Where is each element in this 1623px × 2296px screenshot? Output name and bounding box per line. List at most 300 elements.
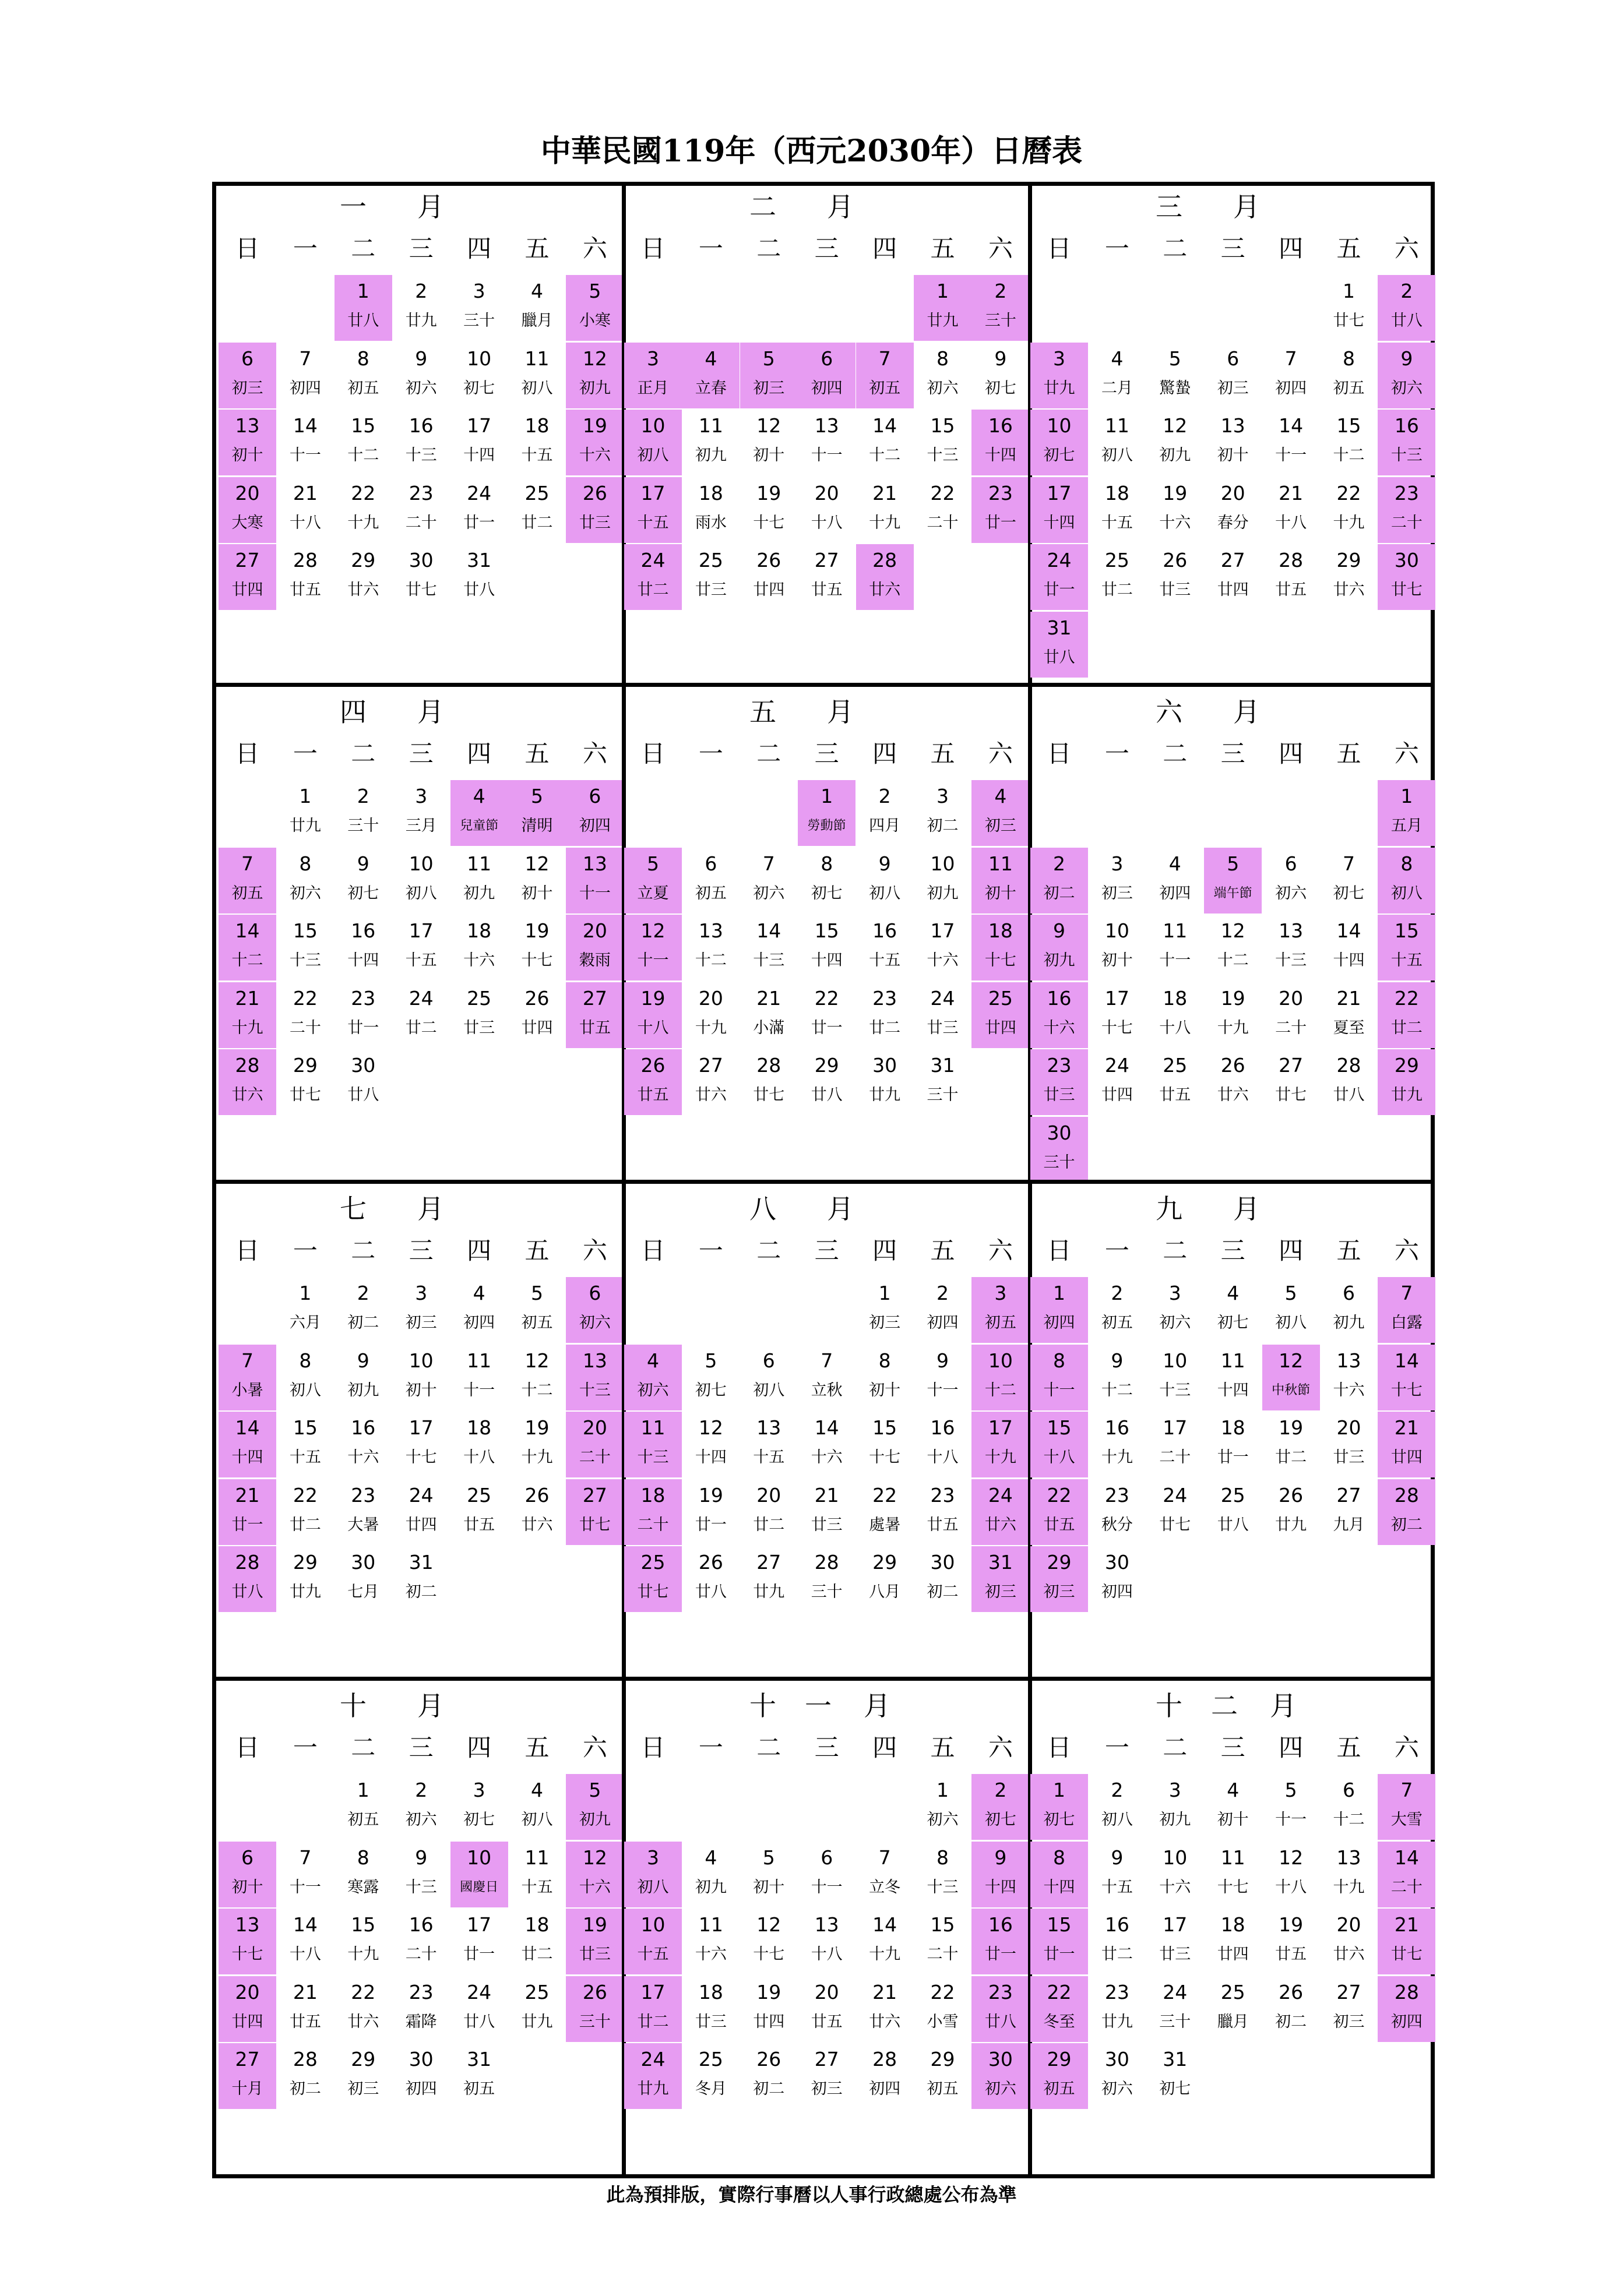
lunar-date: 立春	[695, 379, 727, 397]
lunar-date: 臘月	[1217, 2012, 1249, 2031]
day-number: 26	[1163, 549, 1188, 572]
day-cell	[682, 1976, 740, 2042]
day-cell	[1146, 1909, 1204, 1974]
lunar-date: 穀雨	[579, 951, 611, 969]
lunar-date: 初七	[1159, 2080, 1191, 2098]
lunar-date: 初四	[1159, 884, 1191, 902]
weekday-header: 六	[1394, 234, 1419, 263]
day-number: 2	[1400, 280, 1413, 302]
lunar-date: 廿一	[1043, 1945, 1075, 1963]
day-cell	[392, 1774, 450, 1840]
day-number: 17	[467, 414, 492, 437]
weekday-header: 五	[1336, 1733, 1361, 1762]
day-cell	[971, 1842, 1029, 1907]
day-cell	[1204, 1842, 1262, 1907]
lunar-date: 十六	[1159, 1878, 1191, 1896]
day-number: 25	[988, 986, 1013, 1010]
weekday-header: 四	[872, 1236, 897, 1265]
day-number: 14	[814, 1416, 839, 1439]
lunar-date: 廿九	[289, 817, 321, 835]
lunar-date: 十四	[1217, 1381, 1249, 1399]
lunar-date: 初六	[289, 884, 321, 902]
day-number: 13	[235, 414, 260, 437]
day-cell	[566, 1774, 624, 1840]
lunar-date: 十六	[927, 951, 959, 969]
lunar-date: 十七	[869, 1448, 901, 1466]
lunar-date: 十三	[1159, 1381, 1191, 1399]
day-number: 18	[1163, 986, 1188, 1010]
lunar-date: 初八	[1101, 446, 1133, 464]
day-number: 3	[415, 785, 428, 807]
month-title-char: 十	[1156, 1690, 1182, 1722]
month-10	[216, 1677, 622, 2174]
lunar-date: 廿九	[1043, 379, 1075, 397]
day-cell	[276, 410, 334, 475]
day-number: 7	[1284, 347, 1297, 370]
day-number: 13	[756, 1416, 781, 1439]
lunar-date: 二十	[1390, 1878, 1423, 1896]
weekday-header: 三	[814, 1733, 839, 1762]
day-number: 9	[994, 1846, 1007, 1869]
day-cell	[219, 1976, 276, 2042]
page-title: 中華民國119年（西元2030年）日曆表	[540, 133, 1083, 169]
lunar-date: 十九	[1101, 1448, 1133, 1466]
day-cell	[1262, 410, 1320, 475]
lunar-date: 廿二	[405, 1018, 437, 1037]
day-cell	[508, 1479, 566, 1545]
day-cell	[1378, 1479, 1435, 1545]
lunar-date: 十九	[521, 1448, 553, 1466]
lunar-date: 十五	[637, 1945, 669, 1963]
weekday-header: 四	[467, 234, 492, 263]
day-cell	[276, 1277, 334, 1343]
weekday-header: 五	[524, 1733, 550, 1762]
lunar-date: 廿一	[984, 513, 1016, 532]
lunar-date: 初三	[869, 1314, 901, 1332]
day-cell	[971, 848, 1029, 914]
day-cell	[566, 343, 624, 408]
day-cell	[856, 848, 914, 914]
lunar-date: 國慶日	[460, 1879, 499, 1895]
day-cell	[740, 343, 798, 408]
month-title-char: 三	[1156, 191, 1182, 223]
day-number: 17	[1163, 1416, 1188, 1439]
lunar-date: 初六	[405, 379, 437, 397]
day-cell	[392, 1842, 450, 1907]
lunar-date: 初五	[869, 379, 901, 397]
weekday-header: 一	[1104, 1236, 1129, 1265]
day-number: 24	[467, 481, 492, 505]
day-cell	[508, 275, 566, 341]
day-cell	[1146, 915, 1204, 981]
day-cell	[335, 544, 392, 610]
day-number: 2	[994, 1779, 1007, 1801]
lunar-date: 中秋節	[1272, 1382, 1311, 1398]
day-cell	[335, 1345, 392, 1410]
day-number: 22	[1047, 1483, 1072, 1507]
lunar-date: 十七	[231, 1945, 263, 1963]
day-number: 8	[821, 852, 833, 875]
weekday-header: 一	[1104, 1733, 1129, 1762]
lunar-date: 廿八	[695, 1583, 727, 1601]
lunar-date: 初十	[231, 446, 263, 464]
day-cell	[1262, 1976, 1320, 2042]
day-cell	[1378, 1909, 1435, 1974]
day-number: 5	[1284, 1282, 1297, 1304]
day-number: 18	[524, 1913, 550, 1936]
day-number: 28	[293, 2048, 318, 2071]
day-number: 22	[872, 1483, 897, 1507]
day-number: 18	[1220, 1913, 1245, 1936]
lunar-date: 廿三	[927, 1018, 959, 1037]
day-number: 31	[1163, 2048, 1188, 2071]
weekday-header: 一	[293, 234, 318, 263]
day-number: 9	[415, 347, 428, 370]
day-cell	[1320, 1909, 1378, 1974]
day-cell	[1030, 1546, 1088, 1612]
day-cell	[335, 1479, 392, 1545]
month-title-char: 二	[749, 191, 776, 223]
lunar-date: 十九	[1217, 1018, 1249, 1037]
lunar-date: 十三	[289, 951, 321, 969]
lunar-date: 初六	[1390, 379, 1423, 397]
day-cell	[508, 1976, 566, 2042]
lunar-date: 廿四	[1390, 1448, 1423, 1466]
day-cell	[1146, 1049, 1204, 1115]
lunar-date: 廿四	[1217, 581, 1249, 599]
day-number: 5	[531, 785, 543, 807]
lunar-date: 廿六	[1333, 1945, 1365, 1963]
day-number: 5	[705, 1349, 717, 1372]
day-number: 28	[1394, 1980, 1419, 2004]
day-number: 23	[930, 1483, 955, 1507]
lunar-date: 廿八	[463, 2012, 495, 2031]
lunar-date: 十六	[579, 1878, 611, 1896]
day-cell	[798, 1976, 855, 2042]
day-cell	[392, 982, 450, 1048]
day-cell	[1030, 848, 1088, 914]
lunar-date: 兒童節	[460, 819, 499, 833]
day-cell	[392, 410, 450, 475]
day-cell	[914, 848, 971, 914]
lunar-date: 十七	[1217, 1878, 1249, 1896]
day-cell	[971, 1277, 1029, 1343]
lunar-date: 十二	[1217, 951, 1249, 969]
day-number: 27	[1220, 549, 1245, 572]
day-cell	[450, 2043, 508, 2109]
day-cell	[624, 1976, 682, 2042]
day-number: 1	[357, 1779, 369, 1801]
day-cell	[682, 1479, 740, 1545]
lunar-date: 十二	[984, 1381, 1016, 1399]
day-cell	[798, 848, 855, 914]
day-cell	[1378, 915, 1435, 981]
weekday-header: 日	[640, 739, 666, 768]
day-number: 17	[409, 1416, 434, 1439]
day-cell	[682, 1345, 740, 1410]
day-cell	[392, 275, 450, 341]
day-number: 29	[1047, 2048, 1072, 2071]
day-cell	[450, 915, 508, 981]
weekday-header: 五	[524, 739, 550, 768]
day-cell	[219, 1049, 276, 1115]
day-number: 30	[872, 1054, 897, 1077]
day-cell	[856, 982, 914, 1048]
day-number: 25	[640, 1551, 666, 1574]
day-cell	[219, 343, 276, 408]
lunar-date: 二十	[405, 1945, 437, 1963]
day-number: 5	[1168, 347, 1181, 370]
day-cell	[971, 1345, 1029, 1410]
lunar-date: 初七	[984, 379, 1016, 397]
day-number: 16	[930, 1416, 955, 1439]
day-cell	[1262, 982, 1320, 1048]
day-cell	[1320, 982, 1378, 1048]
lunar-date: 十五	[753, 1448, 785, 1466]
day-number: 16	[1104, 1913, 1129, 1936]
lunar-date: 初十	[984, 884, 1016, 902]
day-number: 21	[872, 1980, 897, 2004]
day-number: 18	[467, 919, 492, 942]
day-number: 28	[756, 1054, 781, 1077]
day-number: 18	[524, 414, 550, 437]
day-cell	[335, 780, 392, 846]
lunar-date: 大雪	[1390, 1811, 1423, 1829]
lunar-date: 廿五	[1275, 581, 1307, 599]
lunar-date: 廿六	[1333, 581, 1365, 599]
day-number: 16	[988, 1913, 1013, 1936]
lunar-date: 初四	[405, 2080, 437, 2098]
day-cell	[624, 1546, 682, 1612]
day-number: 24	[1047, 549, 1072, 572]
lunar-date: 廿九	[1275, 1515, 1307, 1534]
day-number: 27	[235, 549, 260, 572]
day-cell	[971, 275, 1029, 341]
day-number: 9	[415, 1846, 428, 1869]
day-number: 30	[409, 2048, 434, 2071]
month-title-char: 月	[417, 1193, 444, 1225]
day-number: 13	[235, 1913, 260, 1936]
day-number: 5	[589, 1779, 601, 1801]
day-cell	[276, 1546, 334, 1612]
day-number: 7	[878, 1846, 891, 1869]
day-number: 5	[589, 280, 601, 302]
day-cell	[450, 780, 508, 846]
day-cell	[276, 1049, 334, 1115]
day-number: 9	[937, 1349, 949, 1372]
day-number: 16	[1047, 986, 1072, 1010]
lunar-date: 廿八	[347, 1086, 379, 1104]
weekday-header: 六	[988, 1733, 1013, 1762]
weekday-header: 六	[582, 1236, 607, 1265]
day-number: 8	[357, 1846, 369, 1869]
day-number: 5	[647, 852, 659, 875]
day-cell	[1378, 544, 1435, 610]
month-6	[1028, 683, 1431, 1180]
month-title-char: 月	[827, 191, 854, 223]
day-cell	[856, 477, 914, 543]
day-cell	[1146, 1976, 1204, 2042]
day-number: 20	[814, 1980, 839, 2004]
month-title-char: 月	[417, 191, 444, 223]
day-number: 1	[1053, 1282, 1065, 1304]
weekday-header: 一	[293, 739, 318, 768]
lunar-date: 十一	[811, 1878, 843, 1896]
day-cell	[566, 1412, 624, 1477]
lunar-date: 十一	[811, 446, 843, 464]
day-number: 15	[293, 1416, 318, 1439]
day-cell	[798, 982, 855, 1048]
lunar-date: 初三	[1217, 379, 1249, 397]
day-cell	[276, 1909, 334, 1974]
day-cell	[1030, 1976, 1088, 2042]
day-cell	[1204, 1345, 1262, 1410]
lunar-date: 廿七	[753, 1086, 785, 1104]
lunar-date: 二十	[289, 1018, 321, 1037]
day-cell	[219, 544, 276, 610]
day-cell	[971, 982, 1029, 1048]
day-cell	[740, 1479, 798, 1545]
day-cell	[1262, 343, 1320, 408]
day-cell	[1378, 410, 1435, 475]
day-cell	[1262, 1049, 1320, 1115]
lunar-date: 廿四	[231, 581, 263, 599]
day-cell	[450, 1412, 508, 1477]
lunar-date: 廿六	[695, 1086, 727, 1104]
lunar-date: 十一	[1043, 1381, 1075, 1399]
day-number: 12	[698, 1416, 723, 1439]
day-cell	[508, 1412, 566, 1477]
day-cell	[1320, 1479, 1378, 1545]
day-cell	[914, 1412, 971, 1477]
weekday-header: 六	[582, 1733, 607, 1762]
day-cell	[971, 1976, 1029, 2042]
lunar-date: 十四	[231, 1448, 263, 1466]
day-cell	[1262, 1412, 1320, 1477]
day-cell	[971, 1479, 1029, 1545]
lunar-date: 廿八	[984, 2012, 1016, 2031]
day-cell	[1088, 1412, 1146, 1477]
day-cell	[392, 477, 450, 543]
day-cell	[624, 848, 682, 914]
day-number: 31	[467, 549, 492, 572]
day-number: 28	[872, 549, 897, 572]
lunar-date: 廿五	[927, 1515, 959, 1534]
lunar-date: 九月	[1333, 1515, 1365, 1534]
day-number: 8	[1400, 852, 1413, 875]
day-number: 2	[415, 280, 428, 302]
day-number: 17	[1047, 481, 1072, 505]
day-number: 11	[524, 1846, 550, 1869]
day-number: 30	[351, 1054, 376, 1077]
weekday-header: 六	[1394, 739, 1419, 768]
day-cell	[682, 544, 740, 610]
day-number: 2	[357, 1282, 369, 1304]
month-title	[1032, 189, 1431, 224]
lunar-date: 初七	[984, 1811, 1016, 1829]
month-title-char: 月	[827, 1193, 854, 1225]
day-cell	[276, 848, 334, 914]
day-number: 19	[1220, 986, 1245, 1010]
day-number: 2	[1053, 852, 1065, 875]
lunar-date: 十五	[521, 446, 553, 464]
day-cell	[740, 544, 798, 610]
day-number: 1	[299, 1282, 312, 1304]
day-cell	[1088, 544, 1146, 610]
day-cell	[1262, 477, 1320, 543]
lunar-date: 廿七	[1159, 1515, 1191, 1534]
day-cell	[1146, 2043, 1204, 2109]
day-cell	[335, 1976, 392, 2042]
day-number: 4	[1168, 852, 1181, 875]
day-cell	[1320, 1412, 1378, 1477]
day-cell	[392, 780, 450, 846]
lunar-date: 十四	[811, 951, 843, 969]
lunar-date: 十二	[521, 1381, 553, 1399]
lunar-date: 二十	[1159, 1448, 1191, 1466]
day-number: 3	[647, 347, 659, 370]
day-number: 4	[1111, 347, 1124, 370]
day-number: 14	[235, 1416, 260, 1439]
day-cell	[740, 982, 798, 1048]
day-cell	[856, 2043, 914, 2109]
lunar-date: 初七	[463, 1811, 495, 1829]
lunar-date: 勞動節	[807, 819, 846, 833]
day-cell	[682, 1842, 740, 1907]
day-cell	[335, 1774, 392, 1840]
day-number: 26	[582, 1980, 607, 2004]
day-number: 12	[1279, 1846, 1304, 1869]
day-number: 17	[1163, 1913, 1188, 1936]
month-title-char: 五	[749, 696, 776, 728]
day-number: 1	[937, 280, 949, 302]
lunar-date: 初八	[637, 446, 669, 464]
weekday-header: 四	[1279, 1236, 1304, 1265]
day-number: 20	[1220, 481, 1245, 505]
day-cell	[566, 848, 624, 914]
lunar-date: 初七	[811, 884, 843, 902]
day-cell	[392, 2043, 450, 2109]
lunar-date: 初三	[231, 379, 263, 397]
day-cell	[971, 410, 1029, 475]
lunar-date: 初五	[984, 1314, 1016, 1332]
lunar-date: 十五	[521, 1878, 553, 1896]
day-number: 16	[1104, 1416, 1129, 1439]
day-number: 16	[351, 1416, 376, 1439]
weekday-header: 六	[1394, 1236, 1419, 1265]
day-cell	[914, 1842, 971, 1907]
weekday-header: 一	[1104, 739, 1129, 768]
lunar-date: 廿二	[1390, 1018, 1423, 1037]
day-number: 31	[409, 1551, 434, 1574]
day-number: 30	[1047, 1121, 1072, 1144]
lunar-date: 五月	[1390, 817, 1423, 835]
lunar-date: 立秋	[811, 1381, 843, 1399]
lunar-date: 廿七	[1333, 312, 1365, 330]
day-number: 10	[1163, 1349, 1188, 1372]
month-title	[216, 1191, 622, 1226]
day-number: 15	[351, 1913, 376, 1936]
day-number: 28	[235, 1551, 260, 1574]
day-number: 27	[814, 549, 839, 572]
day-number: 21	[872, 481, 897, 505]
day-cell	[682, 343, 740, 408]
day-number: 14	[293, 1913, 318, 1936]
day-number: 23	[988, 481, 1013, 505]
lunar-date: 初五	[231, 884, 263, 902]
day-number: 24	[640, 549, 666, 572]
day-cell	[1030, 1842, 1088, 1907]
